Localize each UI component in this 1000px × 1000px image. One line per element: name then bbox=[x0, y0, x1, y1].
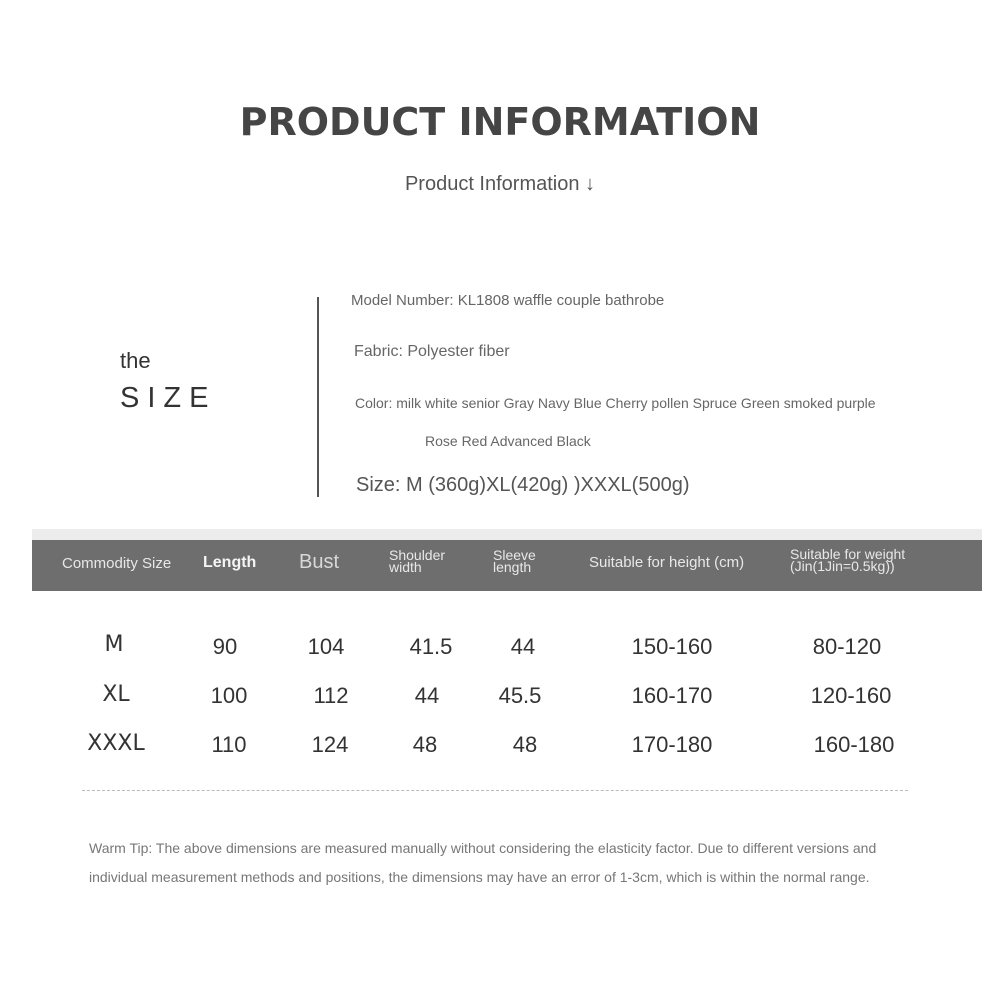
size-label-the: the bbox=[120, 348, 151, 373]
table-cell-bust: 124 bbox=[311, 732, 349, 757]
table-top-band bbox=[32, 529, 982, 540]
header-shoulder-width: Shoulder width bbox=[389, 547, 446, 575]
header-length: Length bbox=[203, 554, 257, 571]
table-cell-weight: 120-160 bbox=[810, 683, 892, 708]
table-cell-sleeve: 44 bbox=[510, 634, 536, 659]
dashed-divider bbox=[82, 790, 908, 791]
header-weight-line-1: Suitable for weight bbox=[790, 546, 906, 562]
table-cell-shoulder: 48 bbox=[412, 732, 438, 757]
info-color-line-2: Rose Red Advanced Black bbox=[425, 433, 591, 449]
table-cell-size: M bbox=[104, 632, 124, 657]
table-cell-weight: 160-180 bbox=[813, 732, 895, 757]
table-cell-bust: 104 bbox=[307, 634, 345, 659]
table-cell-height: 160-170 bbox=[631, 683, 713, 708]
table-cell-height: 170-180 bbox=[631, 732, 713, 757]
table-cell-sleeve: 48 bbox=[512, 732, 538, 757]
header-weight bbox=[790, 548, 905, 572]
info-fabric: Fabric: Polyester fiber bbox=[354, 343, 510, 360]
info-color-line-1: Color: milk white senior Gray Navy Blue Cherry pollen Spruce Green smoked purple bbox=[355, 395, 876, 411]
table-header bbox=[32, 540, 982, 591]
header-height: Suitable for height (cm) bbox=[589, 554, 745, 571]
warm-tip: Warm Tip: The above dimensions are measured manually without considering the elasticity factor. Due to different versions and individual measurement methods and positions, the dimensions may have an error of 1-3cm, which is within the normal range. bbox=[89, 840, 877, 885]
table-cell-size: XL bbox=[102, 682, 130, 707]
table-cell-size: XXXL bbox=[87, 731, 145, 756]
table-cell-length: 100 bbox=[210, 683, 248, 708]
table-cell-sleeve: 45.5 bbox=[498, 683, 542, 708]
vertical-divider bbox=[317, 297, 319, 497]
table-cell-length: 90 bbox=[212, 634, 238, 659]
table-cell-height: 150-160 bbox=[631, 634, 713, 659]
size-label-size: SIZE bbox=[120, 382, 217, 414]
header-weight-line-2: (Jin(1Jin=0.5kg)) bbox=[790, 558, 895, 574]
page-subtitle: Product Information ↓ bbox=[404, 173, 596, 195]
table-cell-bust: 112 bbox=[313, 683, 349, 708]
table-cell-shoulder: 44 bbox=[414, 683, 440, 708]
table-cell-shoulder: 41.5 bbox=[409, 634, 453, 659]
info-model-number: Model Number: KL1808 waffle couple bathrobe bbox=[351, 292, 665, 309]
header-commodity-size: Commodity Size bbox=[62, 555, 172, 572]
header-sleeve-length: Sleeve length bbox=[493, 547, 536, 575]
header-bust: Bust bbox=[299, 551, 340, 573]
page-title: PRODUCT INFORMATION bbox=[239, 100, 761, 144]
table-cell-length: 110 bbox=[211, 732, 247, 757]
table-cell-weight: 80-120 bbox=[812, 634, 882, 659]
info-size: Size: M (360g)XL(420g) )XXXL(500g) bbox=[356, 474, 690, 496]
